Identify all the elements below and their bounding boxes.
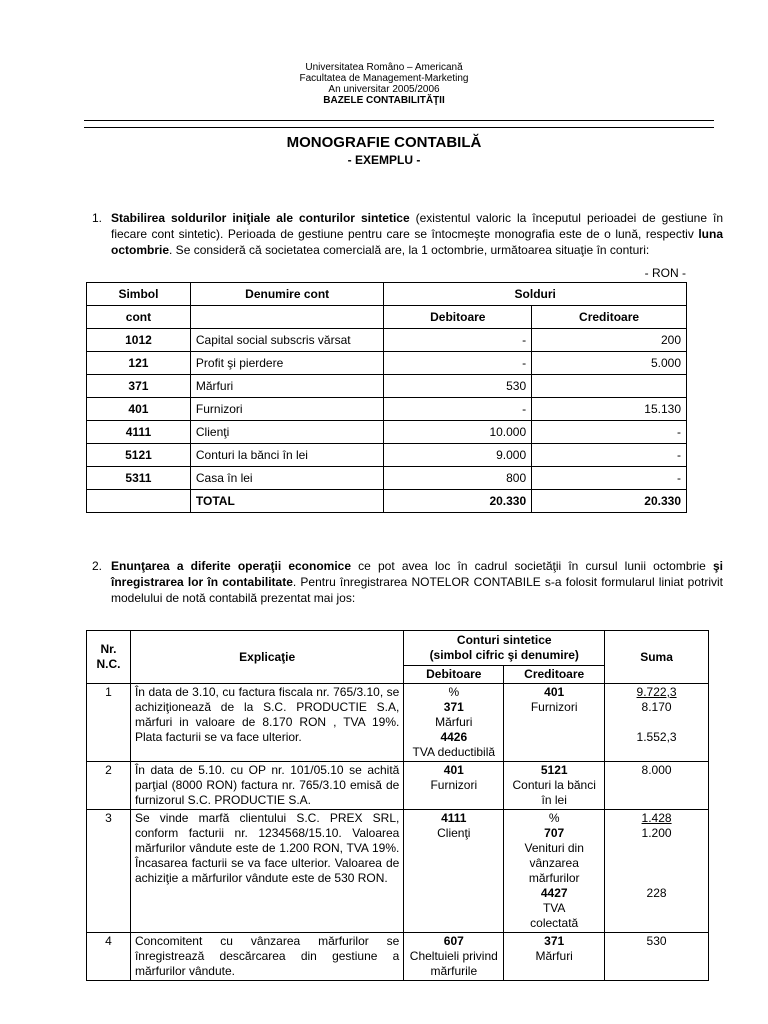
header-account: cont xyxy=(87,306,191,329)
credit-accounts-line: în lei xyxy=(541,793,567,807)
document-title: MONOGRAFIE CONTABILĂ xyxy=(286,134,482,151)
account-symbol: 4111 xyxy=(87,421,191,444)
header-account-name: Denumire cont xyxy=(190,283,384,306)
header-empty xyxy=(190,306,384,329)
debit-accounts xyxy=(404,762,504,810)
debit-accounts-line: TVA deductibilă xyxy=(412,745,496,759)
note-sum xyxy=(605,762,709,810)
section-1-number: 1. xyxy=(92,211,103,225)
university-name: Universitatea Româno – Americană xyxy=(305,62,463,73)
table-row xyxy=(87,810,709,933)
header-sum: Suma xyxy=(605,631,709,684)
account-name: Clienţi xyxy=(190,421,384,444)
debit-accounts-line: 4426 xyxy=(440,730,468,744)
credit-accounts-line: Mărfuri xyxy=(535,949,573,963)
total-debit: 20.330 xyxy=(384,490,532,513)
debit-accounts-line: % xyxy=(448,685,460,699)
credit-accounts-line: Venituri din xyxy=(524,841,584,855)
currency-note: - RON - xyxy=(644,266,686,280)
account-name: Capital social subscris vărsat xyxy=(190,329,384,352)
account-symbol: 401 xyxy=(87,398,191,421)
header-credit-accounts: Creditoare xyxy=(504,666,605,684)
debit-balance: 800 xyxy=(384,467,532,490)
header-symbol: Simbol xyxy=(87,283,191,306)
section-2-text-b: . Pentru înregistrarea NOTELOR CONTABILE s-a folosit formularul liniat potrivit modelului de notă contabilă prezentat mai jos: xyxy=(111,575,723,605)
header-accounts xyxy=(404,631,605,666)
credit-accounts-line: 4427 xyxy=(540,886,568,900)
credit-balance: 200 xyxy=(532,329,687,352)
header-credit: Creditoare xyxy=(532,306,687,329)
table-row xyxy=(87,444,687,467)
debit-accounts-line: 607 xyxy=(443,934,464,948)
table-row xyxy=(87,375,687,398)
note-sum-line xyxy=(609,871,704,886)
account-name: Mărfuri xyxy=(190,375,384,398)
credit-balance: 15.130 xyxy=(532,398,687,421)
section-1-text xyxy=(111,210,723,258)
header-divider-bottom xyxy=(84,127,714,128)
debit-accounts-line: 371 xyxy=(443,700,464,714)
account-symbol: 1012 xyxy=(87,329,191,352)
academic-year: An universitar 2005/2006 xyxy=(328,84,440,95)
header-explanation: Explicaţie xyxy=(130,631,403,684)
credit-balance: - xyxy=(532,421,687,444)
section-1-text-a: (existentul valoric la începutul perioadei de gestiune în fiecare cont sintetic). Perioada de gestiune pentru care se întocmeşte monografia este de o lună, respectiv xyxy=(111,211,723,241)
section-2-text-a: ce pot avea loc în cadrul societăţii în cursul lunii octombrie xyxy=(351,559,713,573)
page-header xyxy=(0,62,768,106)
initial-balances-table xyxy=(86,282,687,513)
table-row xyxy=(87,421,687,444)
note-sum-line: 1.200 xyxy=(641,826,672,840)
account-symbol: 5121 xyxy=(87,444,191,467)
note-sum-line: 1.428 xyxy=(641,811,672,825)
debit-accounts xyxy=(404,810,504,933)
account-symbol: 121 xyxy=(87,352,191,375)
account-symbol: 5311 xyxy=(87,467,191,490)
note-number: 2 xyxy=(87,762,131,810)
header-debit-accounts: Debitoare xyxy=(404,666,504,684)
credit-accounts-line: 371 xyxy=(544,934,565,948)
credit-accounts-line: 401 xyxy=(544,685,565,699)
note-explanation: În data de 3.10, cu factura fiscala nr. 765/3.10, se achiziţionează de la S.C. PRODUCTIE S.A, mărfuri in valoare de 8.170 RON , TVA 19%. Plata facturii se va face ulterior. xyxy=(130,684,403,762)
section-2-number: 2. xyxy=(92,559,103,573)
faculty-name: Facultatea de Management-Marketing xyxy=(299,73,469,84)
table-row xyxy=(87,352,687,375)
account-name: Furnizori xyxy=(190,398,384,421)
note-sum-line xyxy=(609,715,704,730)
debit-balance: 10.000 xyxy=(384,421,532,444)
credit-accounts xyxy=(504,762,605,810)
note-number: 4 xyxy=(87,933,131,981)
note-sum-line: 8.170 xyxy=(641,700,672,714)
note-sum-line: 228 xyxy=(646,886,667,900)
debit-accounts-line: mărfurile xyxy=(430,964,478,978)
table-row xyxy=(87,762,709,810)
debit-balance: - xyxy=(384,329,532,352)
header-divider-top xyxy=(84,120,714,121)
notes-header-row-1 xyxy=(87,631,709,666)
balances-header-row-2 xyxy=(87,306,687,329)
section-2-mid: şi înregistrarea lor în contabilitate xyxy=(111,559,724,589)
header-nr xyxy=(87,631,131,684)
section-1-text-b: . Se consideră că societatea comercială are, la 1 octombrie, următoarea situaţie în conturi: xyxy=(169,243,650,257)
note-sum xyxy=(605,684,709,762)
header-accounts-top: Conturi sintetice xyxy=(456,633,552,647)
accounting-notes-table xyxy=(86,630,709,981)
debit-accounts-line: Cheltuieli privind xyxy=(409,949,498,963)
debit-accounts xyxy=(404,684,504,762)
debit-balance: 530 xyxy=(384,375,532,398)
table-row xyxy=(87,933,709,981)
debit-accounts-line: Clienţi xyxy=(437,826,471,840)
account-symbol: 371 xyxy=(87,375,191,398)
table-row xyxy=(87,398,687,421)
header-debit: Debitoare xyxy=(384,306,532,329)
account-name: Casa în lei xyxy=(190,467,384,490)
credit-accounts-line: 707 xyxy=(544,826,565,840)
note-sum xyxy=(605,810,709,933)
note-explanation: Concomitent cu vânzarea mărfurilor se înregistrează descărcarea din gestiune a mărfurilor vândute. xyxy=(130,933,403,981)
header-accounts-bottom: (simbol cifric şi denumire) xyxy=(429,648,579,662)
credit-accounts-line: % xyxy=(548,811,560,825)
table-row xyxy=(87,684,709,762)
note-sum-line: 9.722,3 xyxy=(636,685,677,699)
total-empty-cell xyxy=(87,490,191,513)
account-name: Profit şi pierdere xyxy=(190,352,384,375)
header-nr-bottom: N.C. xyxy=(96,657,121,671)
account-name: Conturi la bănci în lei xyxy=(190,444,384,467)
section-1-lead: Stabilirea soldurilor iniţiale ale conturilor sintetice xyxy=(111,211,410,225)
section-2-lead: Enunţarea a diferite operaţii economice xyxy=(111,559,352,573)
debit-accounts-line: 4111 xyxy=(441,811,467,825)
note-number: 3 xyxy=(87,810,131,933)
notes-body xyxy=(87,684,709,981)
table-row xyxy=(87,329,687,352)
credit-balance: 5.000 xyxy=(532,352,687,375)
credit-accounts xyxy=(504,810,605,933)
note-sum-line: 530 xyxy=(646,934,667,948)
credit-accounts xyxy=(504,933,605,981)
credit-balance xyxy=(532,375,687,398)
note-sum-line xyxy=(609,841,704,856)
header-balances: Solduri xyxy=(384,283,687,306)
credit-balance: - xyxy=(532,444,687,467)
note-explanation: În data de 5.10. cu OP nr. 101/05.10 se achită parţial (8000 RON) factura nr. 765/3.10 emisă de furnizorul S.C. PRODUCTIE S.A. xyxy=(130,762,403,810)
debit-accounts-line: Mărfuri xyxy=(435,715,473,729)
credit-accounts-line: colectată xyxy=(530,916,579,930)
header-nr-top: Nr. xyxy=(100,642,117,656)
debit-accounts-line: Furnizori xyxy=(430,778,478,792)
debit-accounts xyxy=(404,933,504,981)
note-sum-line: 1.552,3 xyxy=(636,730,677,744)
total-label: TOTAL xyxy=(190,490,384,513)
section-2-text xyxy=(111,558,723,606)
credit-accounts xyxy=(504,684,605,762)
credit-balance: - xyxy=(532,467,687,490)
credit-accounts-line: 5121 xyxy=(540,763,568,777)
debit-accounts-line: 401 xyxy=(443,763,464,777)
note-sum-line xyxy=(609,856,704,871)
section-1-month: luna octombrie xyxy=(111,227,723,257)
debit-balance: - xyxy=(384,398,532,421)
credit-accounts-line: Furnizori xyxy=(530,700,578,714)
debit-balance: - xyxy=(384,352,532,375)
note-sum xyxy=(605,933,709,981)
total-row xyxy=(87,490,687,513)
note-sum-line: 8.000 xyxy=(641,763,672,777)
document-subtitle: - EXEMPLU - xyxy=(347,153,421,167)
note-explanation: Se vinde marfă clientului S.C. PREX SRL, conform facturii nr. 1234568/15.10. Valoarea mărfurilor vândute este de 1.200 RON, TVA 19%. Încasarea facturii se va face ulterior. Valoarea de achiziţie a mărfurilor vândute este de 530 RON. xyxy=(130,810,403,933)
table-row xyxy=(87,467,687,490)
debit-balance: 9.000 xyxy=(384,444,532,467)
credit-accounts-line: TVA xyxy=(542,901,566,915)
credit-accounts-line: mărfurilor xyxy=(528,871,580,885)
course-name: BAZELE CONTABILITĂŢII xyxy=(323,95,445,106)
total-credit: 20.330 xyxy=(532,490,687,513)
credit-accounts-line: Conturi la bănci xyxy=(512,778,596,792)
balances-header-row-1 xyxy=(87,283,687,306)
note-number: 1 xyxy=(87,684,131,762)
credit-accounts-line: vânzarea xyxy=(529,856,579,870)
